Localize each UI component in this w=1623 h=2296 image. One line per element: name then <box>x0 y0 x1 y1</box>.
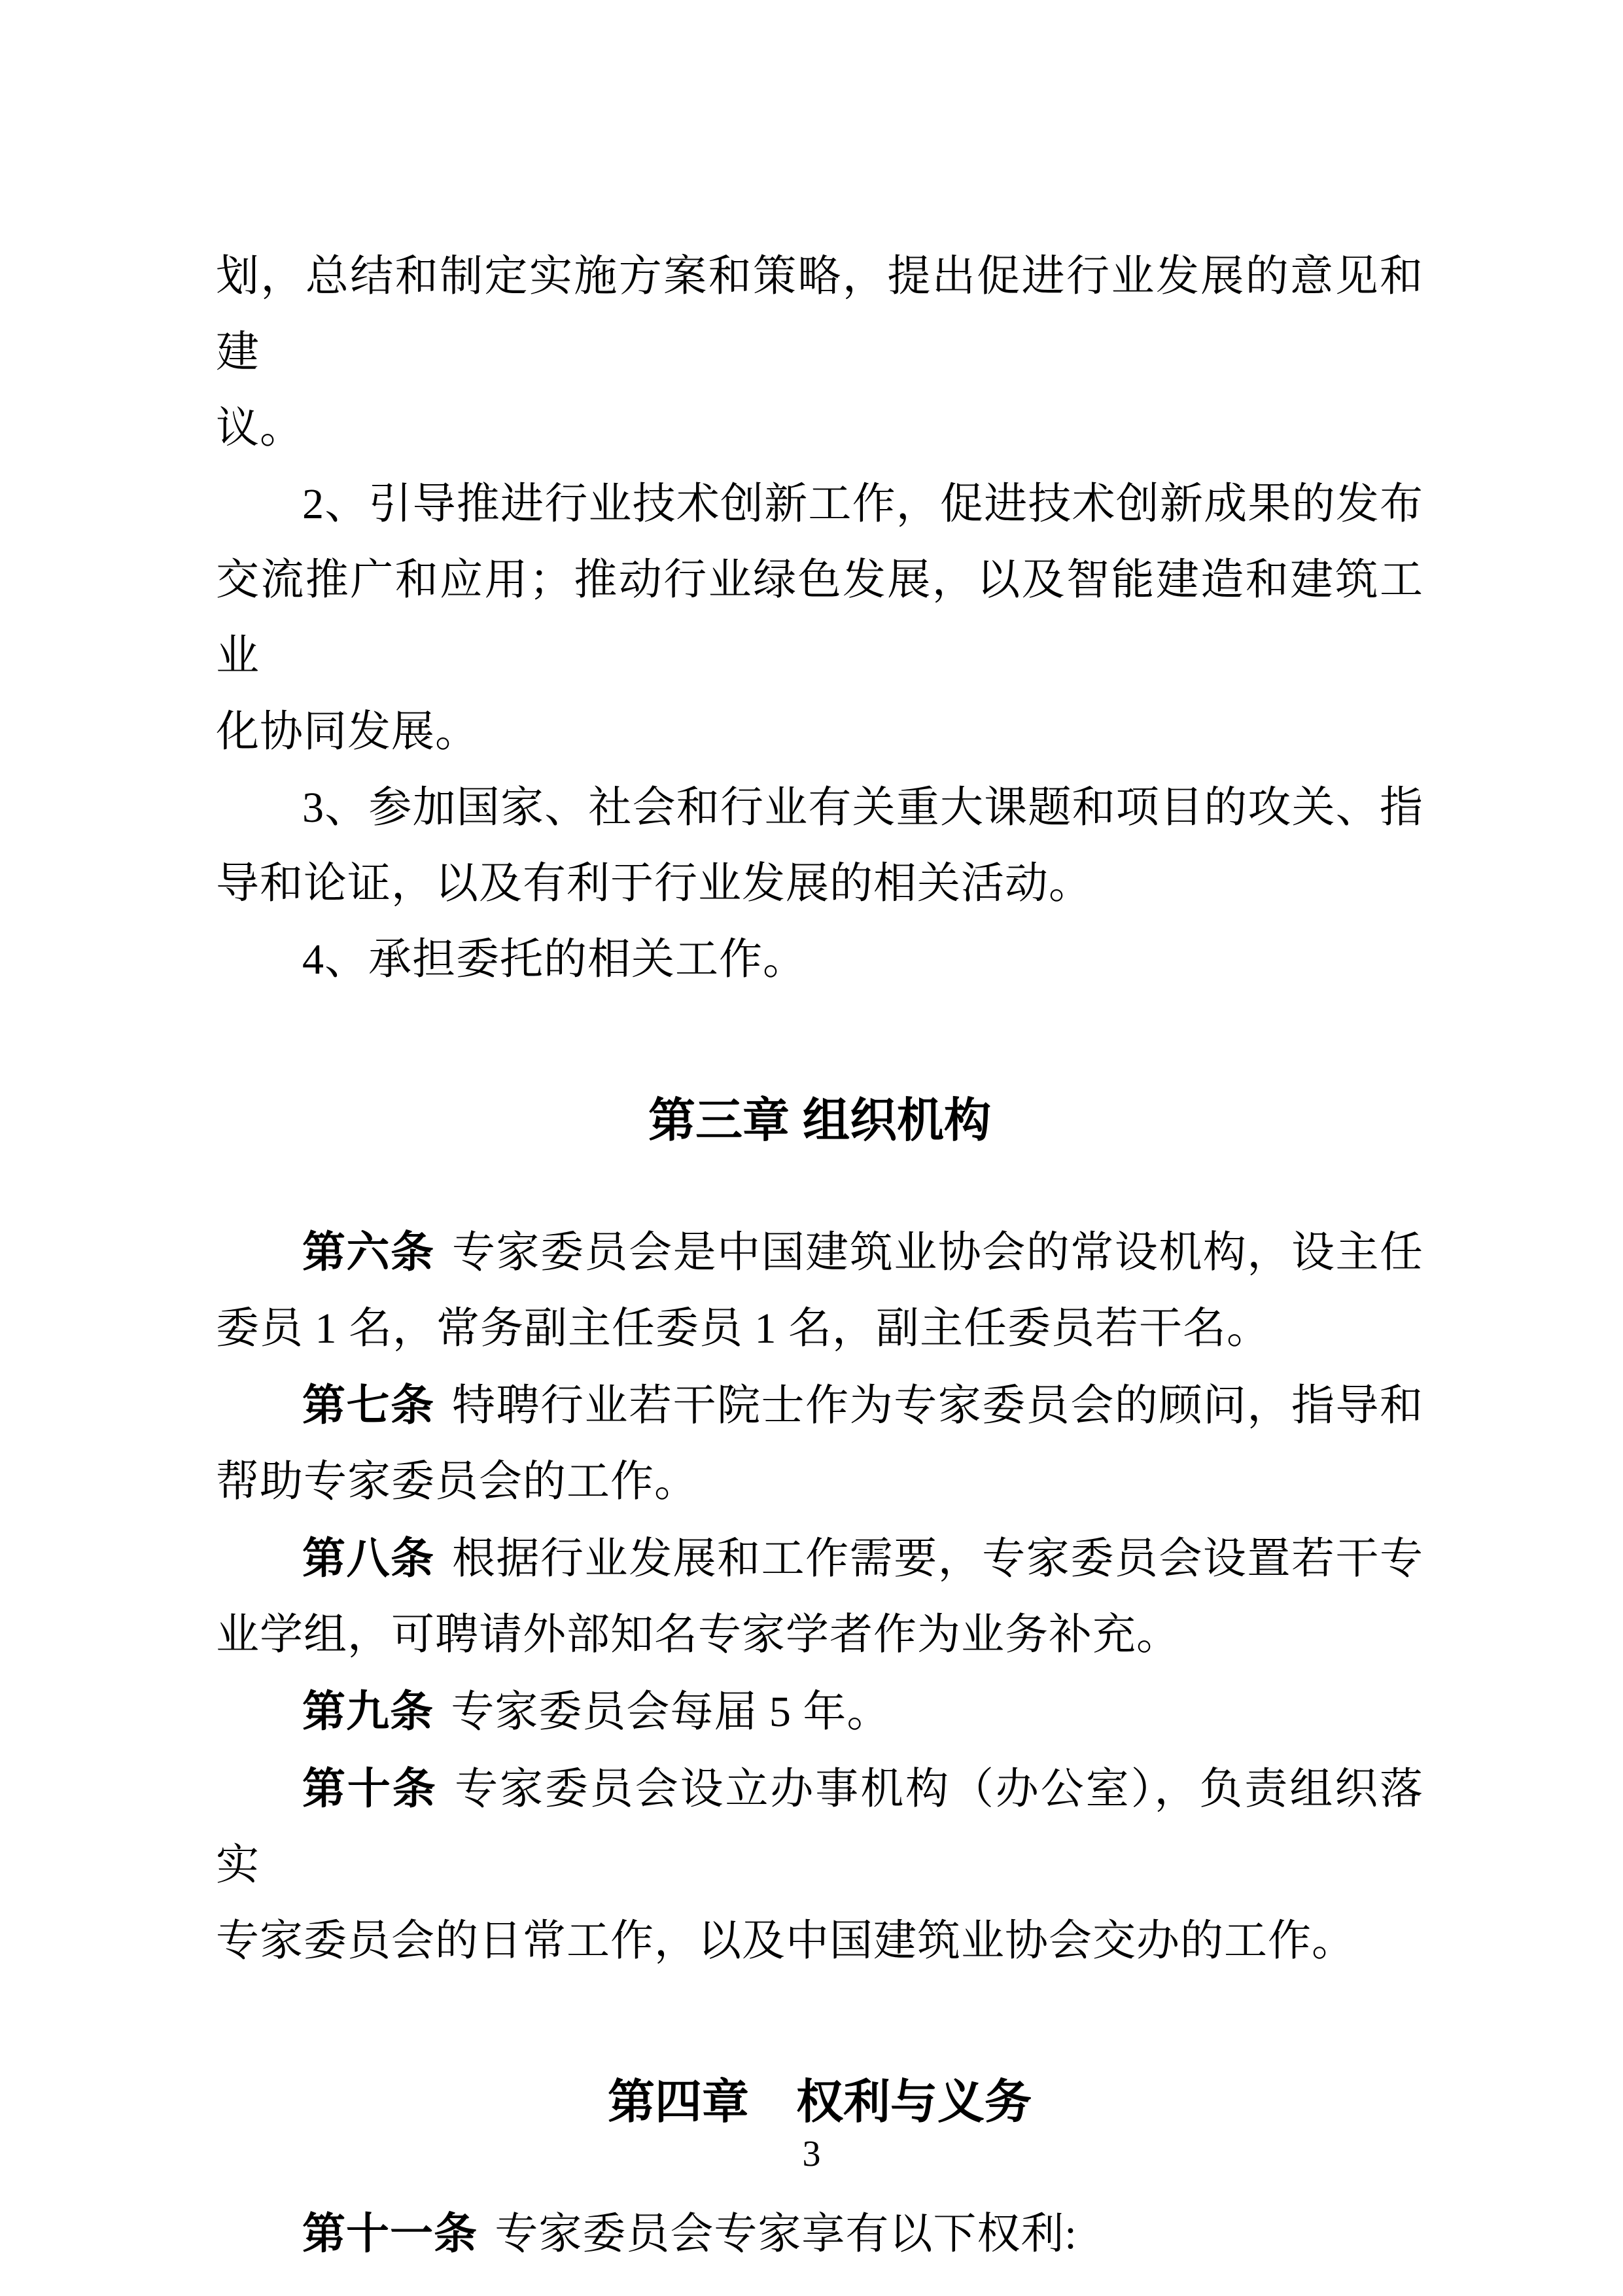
article-label: 第八条 <box>302 1534 435 1582</box>
article-label: 第十条 <box>302 1764 438 1812</box>
paragraph-line <box>216 1673 1423 1750</box>
line-text: 议。 <box>216 404 304 452</box>
article-label: 第九条 <box>302 1687 434 1735</box>
paragraph-line <box>216 1597 1423 1673</box>
paragraph-line <box>216 770 1423 846</box>
line-text: 专家委员会专家享有以下权利: <box>495 2210 1077 2258</box>
line-text: 专家委员会设立办事机构（办公室），负责组织落实 <box>216 1765 1424 1889</box>
line-text: 划，总结和制定实施方案和策略，提出促进行业发展的意见和建 <box>216 253 1423 376</box>
paragraph-line <box>216 239 1423 391</box>
line-text: 帮助专家委员会的工作。 <box>216 1458 698 1506</box>
line-text: 业学组，可聘请外部知名专家学者作为业务补充。 <box>216 1611 1180 1659</box>
paragraph-line <box>216 1444 1423 1520</box>
line-text: 交流推广和应用；推动行业绿色发展，以及智能建造和建筑工业 <box>216 556 1423 680</box>
article-label: 第七条 <box>302 1381 435 1429</box>
paragraph-line <box>216 1367 1423 1444</box>
paragraph-line <box>216 1750 1423 1903</box>
paragraph-line <box>216 542 1423 694</box>
line-text: 导和论证，以及有利于行业发展的相关活动。 <box>216 860 1092 908</box>
line-text: 2、引导推进行业技术创新工作，促进技术创新成果的发布 <box>302 480 1423 528</box>
line-text: 特聘行业若干院士作为专家委员会的顾问，指导和 <box>451 1382 1424 1430</box>
line-text: 根据行业发展和工作需要，专家委员会设置若干专 <box>451 1535 1424 1583</box>
line-text: 专家委员会每届 5 年。 <box>451 1688 891 1736</box>
line-text: 3、参加国家、社会和行业有关重大课题和项目的攻关、指 <box>302 784 1423 832</box>
line-text: 4、承担委托的相关工作。 <box>302 936 807 983</box>
paragraph-line <box>216 846 1423 922</box>
document-body <box>216 239 1423 2272</box>
paragraph-line <box>216 1520 1423 1597</box>
line-text: 专家委员会是中国建筑业协会的常设机构，设主任 <box>451 1229 1424 1277</box>
article-label: 第六条 <box>302 1227 435 1276</box>
paragraph-line <box>216 1214 1423 1291</box>
paragraph-line <box>216 1903 1423 1979</box>
article-label: 第十一条 <box>302 2209 478 2257</box>
chapter4-heading: 第四章 权利与义务 <box>607 2076 1032 2128</box>
line-text: 委员 1 名，常务副主任委员 1 名，副主任委员若干名。 <box>216 1305 1270 1352</box>
line-text: 化协同发展。 <box>216 708 479 756</box>
paragraph-line <box>216 922 1423 998</box>
paragraph-line <box>216 391 1423 467</box>
chapter3-heading: 第三章 组织机构 <box>648 1095 991 1147</box>
paragraph-line <box>216 694 1423 770</box>
paragraph-line <box>216 1291 1423 1367</box>
paragraph-line <box>216 467 1423 542</box>
paragraph-line <box>216 2195 1423 2272</box>
page-number: 3 <box>802 2134 821 2174</box>
line-text: 专家委员会的日常工作，以及中国建筑业协会交办的工作。 <box>216 1917 1355 1965</box>
